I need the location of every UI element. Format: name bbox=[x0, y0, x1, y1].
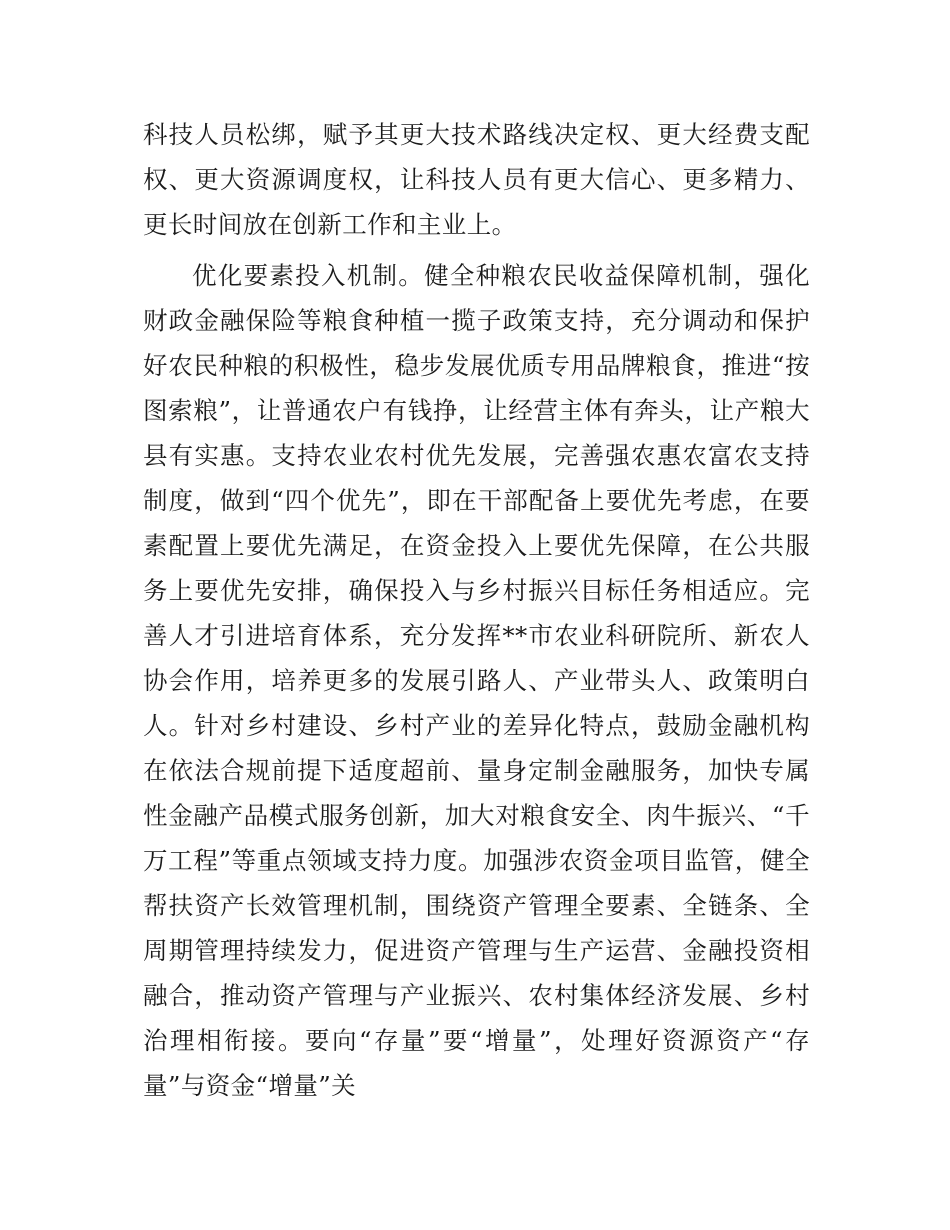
paragraph-continued: 科技人员松绑，赋予其更大技术路线决定权、更大经费支配权、更大资源调度权，让科技人员有更大信心、更多精力、更长时间放在创新工作和主业上。 bbox=[143, 120, 810, 239]
paragraph-optimize-factor-input: 优化要素投入机制。健全种粮农民收益保障机制，强化财政金融保险等粮食种植一揽子政策支持，充分调动和保护好农民种粮的积极性，稳步发展优质专用品牌粮食，推进“按图索粮”，让普通农户有钱挣，让经营主体有奔头，让产粮大县有实惠。支持农业农村优先发展，完善强农惠农富农支持制度，做到“四个优先”，即在干部配备上要优先考虑，在要素配置上要优先满足，在资金投入上要优先保障，在公共服务上要优先安排，确保投入与乡村振兴目标任务相适应。完善人才引进培育体系，充分发挥**市农业科研院所、新农人协会作用，培养更多的发展引路人、产业带头人、政策明白人。针对乡村建设、乡村产业的差异化特点，鼓励金融机构在依法合规前提下适度超前、量身定制金融服务，加快专属性金融产品模式服务创新，加大对粮食安全、肉牛振兴、“千万工程”等重点领域支持力度。加强涉农资金项目监管，健全帮扶资产长效管理机制，围绕资产管理全要素、全链条、全周期管理持续发力，促进资产管理与生产运营、金融投资相融合，推动资产管理与产业振兴、农村集体经济发展、乡村治理相衔接。要向“存量”要“增量”，处理好资源资产“存量”与资金“增量”关 bbox=[143, 261, 810, 1100]
